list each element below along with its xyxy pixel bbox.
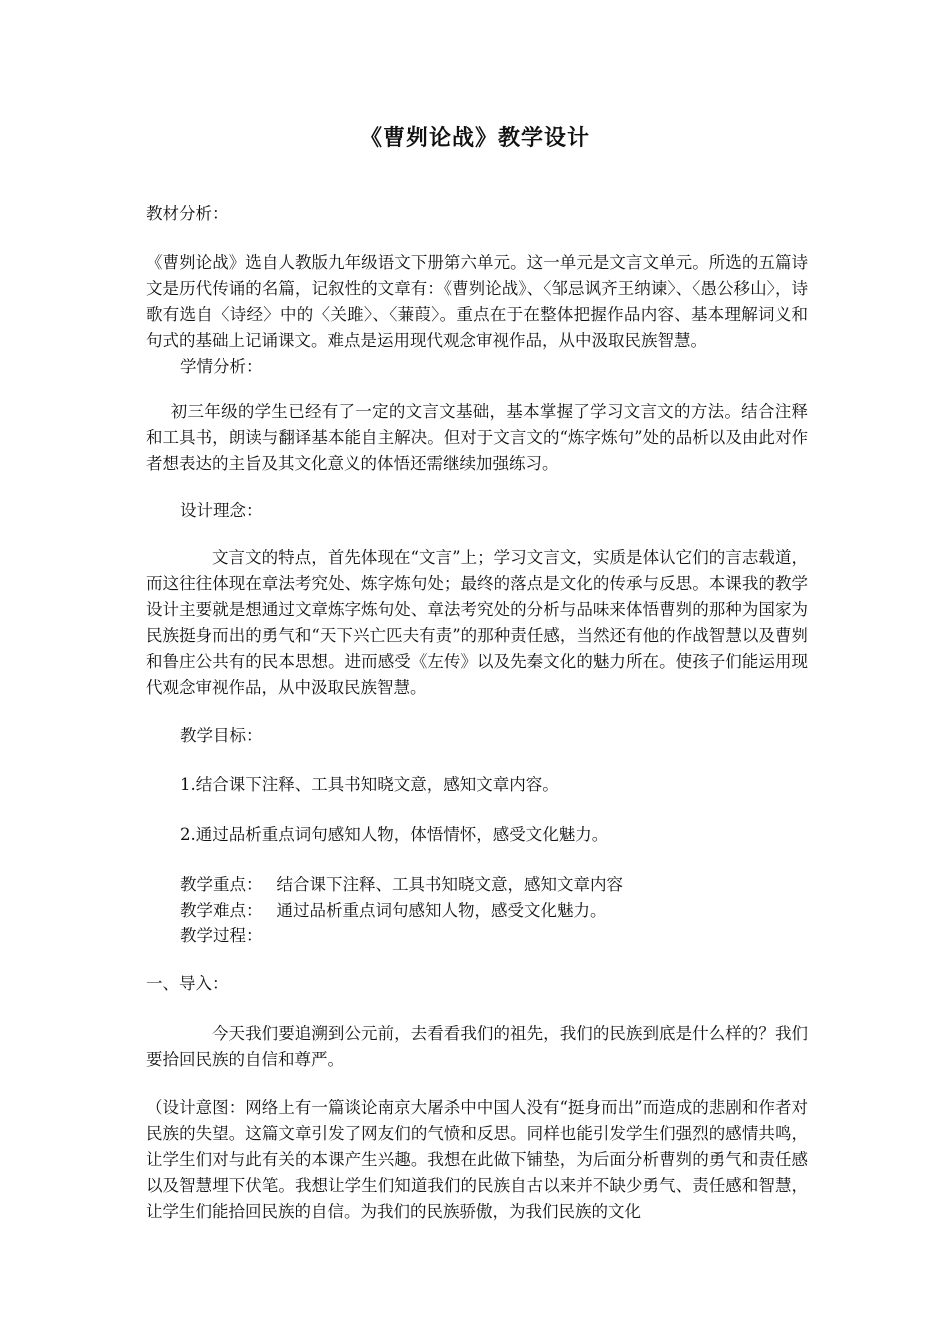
material-heading: 教材分析： — [146, 204, 229, 223]
key-point-label: 教学重点： — [180, 875, 263, 894]
material-paragraph: 《曹刿论战》选自人教版九年级语文下册第六单元。这一单元是文言文单元。所选的五篇诗文是历代传诵的名篇，记叙性的文章有：《曹刿论战》、〈邹忌讽齐王纳谏〉、〈愚公移山〉，诗歌有选自〈诗经〉中的〈关雎〉、〈蒹葭〉。重点在于在整体把握作品内容、基本理解词义和句式的基础上记诵课文。难点是运用现代观念审视作品，从中汲取民族智慧。 — [146, 253, 808, 350]
goals-heading: 教学目标： — [180, 726, 263, 745]
key-point-row — [180, 872, 623, 898]
intro-paragraph: 今天我们要追溯到公元前，去看看我们的祖先，我们的民族到底是什么样的？我们要拾回民族的自信和尊严。 — [146, 1024, 808, 1069]
design-intent-paragraph: （设计意图：网络上有一篇谈论南京大屠杀中中国人没有“挺身而出”而造成的悲剧和作者对民族的失望。这篇文章引发了网友们的气愤和反思。同样也能引发学生们强烈的感情共鸣，让学生们对与此有关的本课产生兴趣。我想在此做下铺垫，为后面分析曹刿的勇气和责任感以及智慧埋下伏笔。我想让学生们知道我们的民族自古以来并不缺少勇气、责任感和智慧，让学生们能拾回民族的自信。为我们的民族骄傲，为我们民族的文化 — [146, 1098, 808, 1221]
difficulty-label: 教学难点： — [180, 901, 263, 920]
difficulty-row — [180, 898, 607, 924]
design-heading: 设计理念： — [180, 501, 263, 520]
design-paragraph: 文言文的特点，首先体现在“文言”上；学习文言文，实质是体认它们的言志载道，而这往往体现在章法考究处、炼字炼句处；最终的落点是文化的传承与反思。本课我的教学设计主要就是想通过文章炼字炼句处、章法考究处的分析与品味来体悟曹刿的那种为国家为民族挺身而出的勇气和“天下兴亡匹夫有责”的那种责任感，当然还有他的作战智慧以及曹刿和鲁庄公共有的民本思想。进而感受《左传》以及先秦文化的魅力所在。使孩子们能运用现代观念审视作品，从中汲取民族智慧。 — [146, 548, 808, 697]
key-point-text: 结合课下注释、工具书知晓文意，感知文章内容 — [276, 875, 623, 894]
goal-item-2: 2.通过品析重点词句感知人物，体悟情怀，感受文化魅力。 — [180, 825, 609, 844]
difficulty-text: 通过品析重点词句感知人物，感受文化魅力。 — [276, 901, 607, 920]
process-heading: 教学过程： — [180, 926, 263, 945]
intro-heading: 一、导入： — [146, 974, 229, 993]
student-heading: 学情分析： — [180, 357, 263, 376]
document-title: 《曹刿论战》教学设计 — [359, 125, 590, 151]
goal-item-1: 1.结合课下注释、工具书知晓文意，感知文章内容。 — [180, 775, 559, 794]
student-paragraph: 初三年级的学生已经有了一定的文言文基础，基本掌握了学习文言文的方法。结合注释和工具书，朗读与翻译基本能自主解决。但对于文言文的“炼字炼句”处的品析以及由此对作者想表达的主旨及其文化意义的体悟还需继续加强练习。 — [146, 402, 808, 473]
